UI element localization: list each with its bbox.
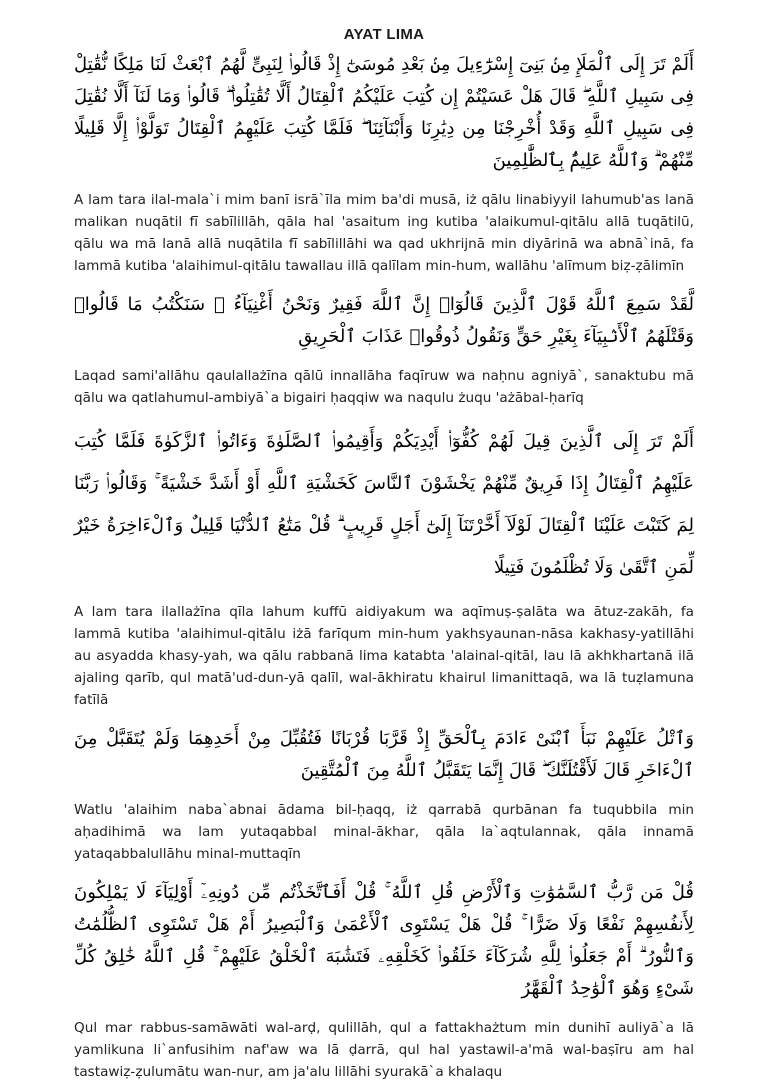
verse-2-transliteration: Laqad sami'allāhu qaulallażīna qālū innallāha faqīruw wa naḥnu agniyā`, sanaktubu mā qālu wa qatlahumul-ambiyā`a bigairi ḥaqqiw wa naqulu żuqu 'ażābal-ḥarīq <box>74 368 694 406</box>
page-title: AYAT LIMA <box>343 26 425 43</box>
verse-4-transliteration: Watlu 'alaihim naba`abnai ādama bil-ḥaqq, iż qarrabā qurbānan fa tuqubbila min aḥadihimā wa lam yutaqabbal minal-ākhar, qāla la`aqtulannak, qāla innamā yataqabbalullāhu minal-muttaqīn <box>74 802 694 862</box>
verse-1-arabic: أَلَمْ تَرَ إِلَى ٱلْمَلَإِ مِنۢ بَنِىٓ إِسْرَٰٓءِيلَ مِنۢ بَعْدِ مُوسَىٰٓ إِذْ قَالُوا۟ لِنَبِىٍّ لَّهُمُ ٱبْعَثْ لَنَا مَلِكًا نُّقَٰتِلْ فِى سَبِيلِ ٱللَّهِ ۖ قَالَ هَلْ عَسَيْتُمْ إِن كُتِبَ عَلَيْكُمُ ٱلْقِتَالُ أَلَّا تُقَٰتِلُوا۟ ۖ قَالُوا۟ وَمَا لَنَآ أَلَّا نُقَٰتِلَ فِى سَبِيلِ ٱللَّهِ وَقَدْ أُخْرِجْنَا مِن دِيَٰرِنَا وَأَبْنَآئِنَا ۖ فَلَمَّا كُتِبَ عَلَيْهِمُ ٱلْقِتَالُ تَوَلَّوْا۟ إِلَّا قَلِيلًا مِّنْهُمْ ۗ وَٱللَّهُ عَلِيمٌۢ بِٱلظَّٰلِمِينَ <box>74 54 694 171</box>
verse-3-arabic: أَلَمْ تَرَ إِلَى ٱلَّذِينَ قِيلَ لَهُمْ كُفُّوٓا۟ أَيْدِيَكُمْ وَأَقِيمُوا۟ ٱلصَّلَوٰةَ وَءَاتُوا۟ ٱلزَّكَوٰةَ فَلَمَّا كُتِبَ عَلَيْهِمُ ٱلْقِتَالُ إِذَا فَرِيقٌ مِّنْهُمْ يَخْشَوْنَ ٱلنَّاسَ كَخَشْيَةِ ٱللَّهِ أَوْ أَشَدَّ خَشْيَةً ۚ وَقَالُوا۟ رَبَّنَا لِمَ كَتَبْتَ عَلَيْنَا ٱلْقِتَالَ لَوْلَآ أَخَّرْتَنَآ إِلَىٰٓ أَجَلٍ قَرِيبٍ ۗ قُلْ مَتَٰعُ ٱلدُّنْيَا قَلِيلٌ وَٱلْءَاخِرَةُ خَيْرٌ لِّمَنِ ٱتَّقَىٰ وَلَا تُظْلَمُونَ فَتِيلًا <box>74 431 694 578</box>
verse-4-arabic: وَٱتْلُ عَلَيْهِمْ نَبَأَ ٱبْنَىْ ءَادَمَ بِٱلْحَقِّ إِذْ قَرَّبَا قُرْبَانًا فَتُقُبِّلَ مِنْ أَحَدِهِمَا وَلَمْ يُتَقَبَّلْ مِنَ ٱلْءَاخَرِ قَالَ لَأَقْتُلَنَّكَ ۖ قَالَ إِنَّمَا يَتَقَبَّلُ ٱللَّهُ مِنَ ٱلْمُتَّقِينَ <box>74 728 694 781</box>
verse-5-arabic: قُلْ مَن رَّبُّ ٱلسَّمَٰوَٰتِ وَٱلْأَرْضِ قُلِ ٱللَّهُ ۚ قُلْ أَفَٱتَّخَذْتُم مِّن دُونِهِۦٓ أَوْلِيَآءَ لَا يَمْلِكُونَ لِأَنفُسِهِمْ نَفْعًا وَلَا ضَرًّا ۚ قُلْ هَلْ يَسْتَوِى ٱلْأَعْمَىٰ وَٱلْبَصِيرُ أَمْ هَلْ تَسْتَوِى ٱلظُّلُمَٰتُ وَٱلنُّورُ ۗ أَمْ جَعَلُوا۟ لِلَّهِ شُرَكَآءَ خَلَقُوا۟ كَخَلْقِهِۦ فَتَشَٰبَهَ ٱلْخَلْقُ عَلَيْهِمْ ۚ قُلِ ٱللَّهُ خَٰلِقُ كُلِّ شَىْءٍ وَهُوَ ٱلْوَٰحِدُ ٱلْقَهَّٰرُ <box>74 882 694 999</box>
verse-3-transliteration: A lam tara ilallażīna qīla lahum kuffū aidiyakum wa aqīmuṣ-ṣalāta wa ātuz-zakāh, fa lammā kutiba 'alaihimul-qitālu iżā farīqum min-hum yakhsyaunan-nāsa kakhasy-yatillāhi au asyadda khasy-yah, wa qālu rabbanā lima katabta 'alainal-qitāl, lau lā akhkhartanā ilā ajaling qarīb, qul matā'ud-dun-yā qalīl, wal-ākhiratu khairul limanittaqā, wa lā tuẓlamuna fatīlā <box>74 604 694 708</box>
verse-2-arabic: لَّقَدْ سَمِعَ ٱللَّهُ قَوْلَ ٱلَّذِينَ قَالُوٓا۟ إِنَّ ٱللَّهَ فَقِيرٌ وَنَحْنُ أَغْنِيَآءُ ۘ سَنَكْتُبُ مَا قَالُوا۟ وَقَتْلَهُمُ ٱلْأَنۢبِيَآءَ بِغَيْرِ حَقٍّ وَنَقُولُ ذُوقُوا۟ عَذَابَ ٱلْحَرِيقِ <box>74 294 694 347</box>
verse-5-transliteration: Qul mar rabbus-samāwāti wal-arḍ, qulillāh, qul a fattakhażtum min dunihī auliyā`a lā yamlikuna li`anfusihim naf'aw wa lā ḍarrā, qul hal yastawil-a'mā wal-baṣīru am hal tastawiẓ-ẓulumātu wan-nur, am ja'alu lillāhi syurakā`a khalaqu <box>74 1020 694 1080</box>
verse-1-transliteration: A lam tara ilal-mala`i mim banī isrā`īla mim ba'di musā, iż qālu linabiyyil lahumub'as lanā malikan nuqātil fī sabīlillāh, qāla hal 'asaitum ing kutiba 'alaikumul-qitālu allā tuqātilū, qālu wa mā lanā allā nuqātila fī sabīlillāhi wa qad ukhrijnā min diyārinā wa abnā`inā, fa lammā kutiba 'alaihimul-qitālu tawallau illā qalīlam min-hum, wallāhu 'alīmum biẓ-ẓālimīn <box>74 192 694 274</box>
